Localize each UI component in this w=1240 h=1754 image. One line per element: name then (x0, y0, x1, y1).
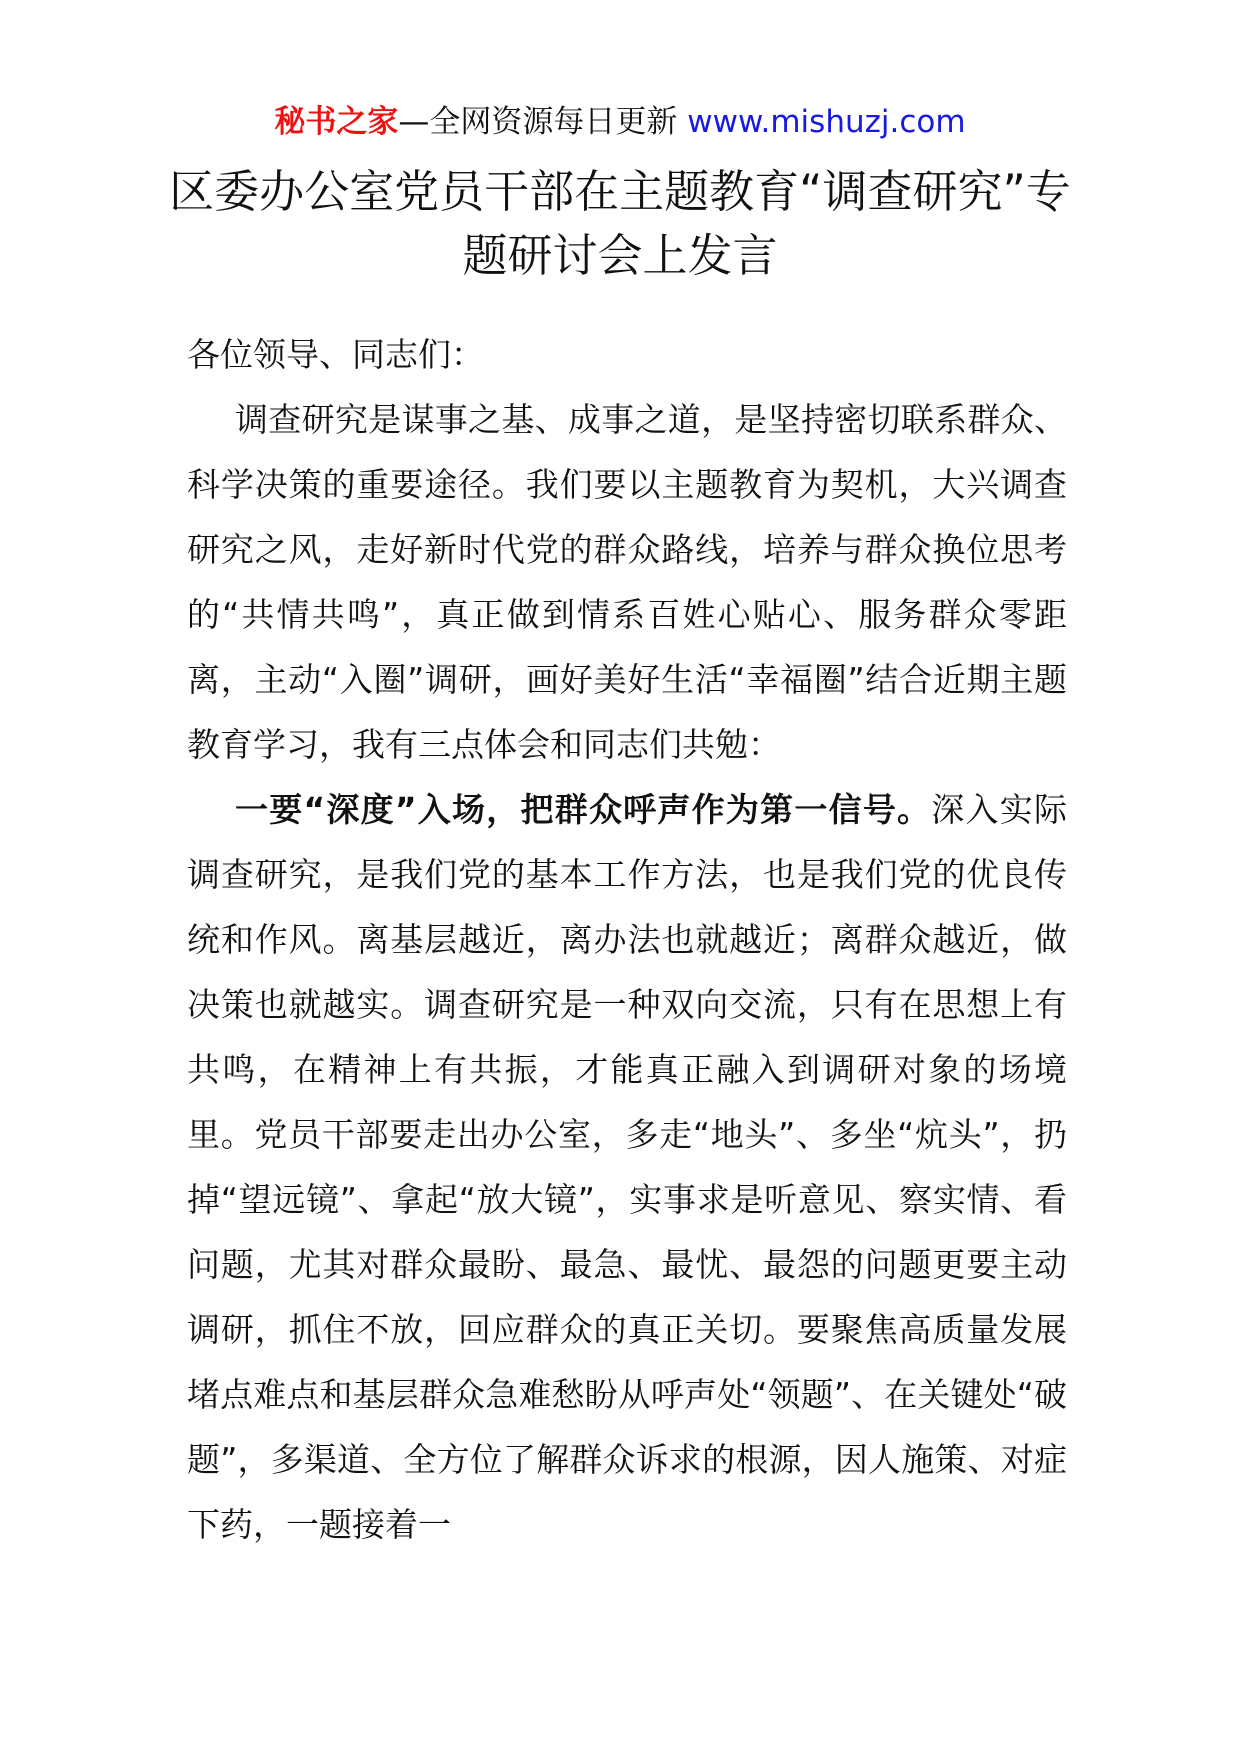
greeting: 各位领导、同志们： (187, 335, 484, 374)
paragraph-lead: 一要“深度”入场，把群众呼声作为第一信号。 (235, 790, 932, 829)
site-tagline: —全网资源每日更新 (398, 104, 678, 140)
brand-name: 秘书之家 (274, 104, 399, 140)
paragraph-intro (187, 387, 1067, 777)
paragraph-point-one (187, 777, 1067, 1557)
document-body (187, 322, 1067, 1557)
site-header (0, 100, 1240, 144)
site-url-link[interactable]: www.mishuzj.com (687, 104, 966, 140)
paragraph-text: 调查研究是谋事之基、成事之道，是坚持密切联系群众、科学决策的重要途径。我们要以主题教育为契机，大兴调查研究之风，走好新时代党的群众路线，培养与群众换位思考的“共情共鸣”，真正做到情系百姓心贴心、服务群众零距离，主动“入圈”调研，画好美好生活“幸福圈”结合近期主题教育学习，我有三点体会和同志们共勉： (187, 400, 1067, 764)
document-title: 区委办公室党员干部在主题教育“调查研究”专题研讨会上发言 (169, 165, 1071, 282)
paragraph-text: 深入实际调查研究，是我们党的基本工作方法，也是我们党的优良传统和作风。离基层越近，离办法也就越近；离群众越近，做决策也就越实。调查研究是一种双向交流，只有在思想上有共鸣，在精神上有共振，才能真正融入到调研对象的场境里。党员干部要走出办公室，多走“地头”、多坐“炕头”，扔掉“望远镜”、拿起“放大镜”，实事求是听意见、察实情、看问题，尤其对群众最盼、最急、最忧、最怨的问题更要主动调研，抓住不放，回应群众的真正关切。要聚焦高质量发展堵点难点和基层群众急难愁盼从呼声处“领题”、在关键处“破题”，多渠道、全方位了解群众诉求的根源，因人施策、对症下药，一题接着一 (187, 790, 1067, 1544)
